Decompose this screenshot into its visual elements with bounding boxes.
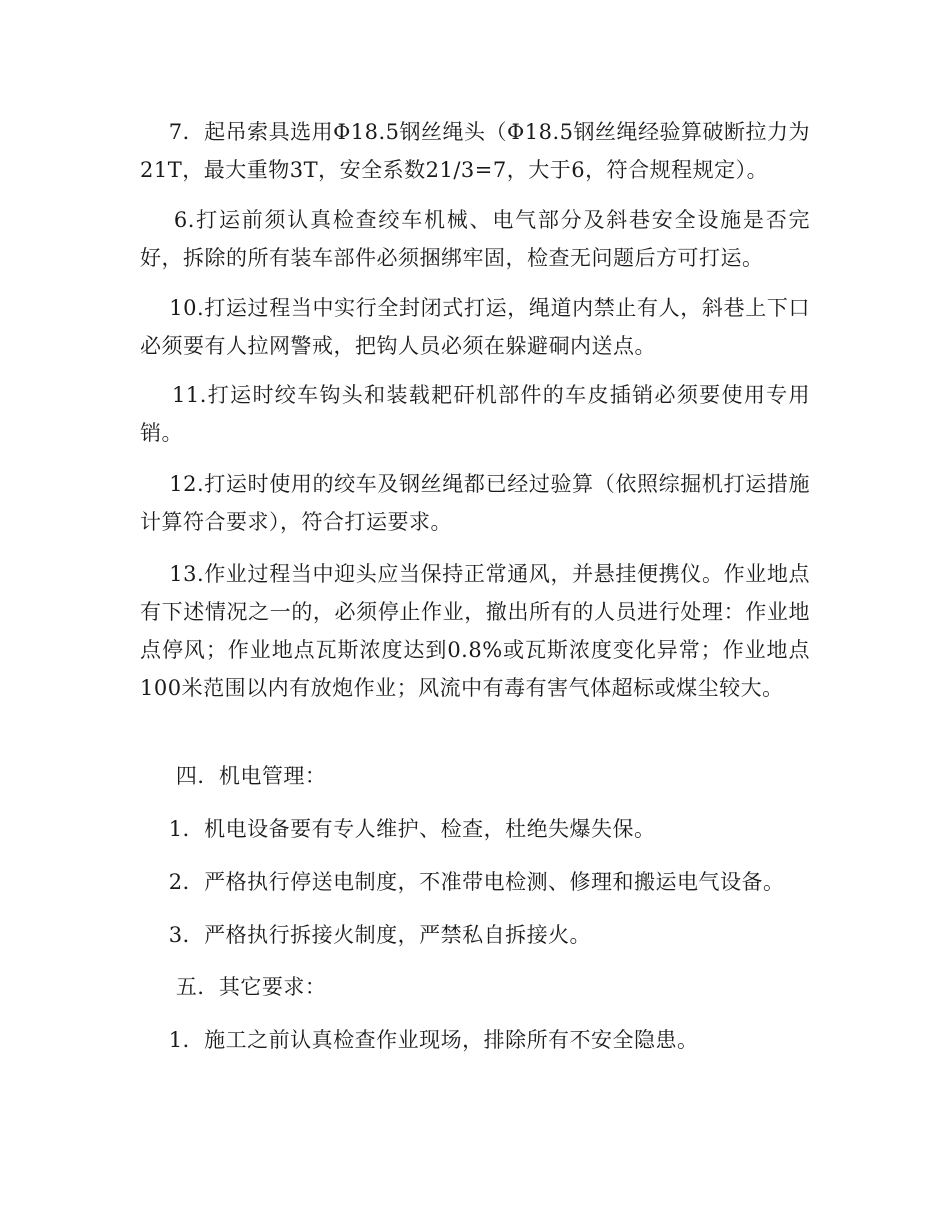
list-item: 1．机电设备要有专人维护、检查，杜绝失爆失保。 [140, 817, 656, 841]
paragraph-item-12: 12.打运时使用的绞车及钢丝绳都已经过验算（依照综掘机打运措施计算符合要求），符合打运要求。 [140, 472, 810, 534]
list-item: 1．施工之前认真检查作业现场，排除所有不安全隐患。 [140, 1028, 699, 1052]
list-item: 3．严格执行拆接火制度，严禁私自拆接火。 [140, 923, 592, 947]
section-heading-other-requirements: 五．其它要求： [140, 975, 327, 999]
paragraph-item-11: 11.打运时绞车钩头和装载耙矸机部件的车皮插销必须要使用专用销。 [140, 383, 810, 445]
list-item: 2．严格执行停送电制度，不准带电检测、修理和搬运电气设备。 [140, 870, 785, 894]
paragraph-item-6: 6.打运前须认真检查绞车机械、电气部分及斜巷安全设施是否完好，拆除的所有装车部件必须捆绑牢固，检查无问题后方可打运。 [140, 208, 810, 270]
section-heading-electromechanical: 四．机电管理： [140, 764, 327, 788]
paragraph-item-7: 7．起吊索具选用Φ18.5钢丝绳头（Φ18.5钢丝绳经验算破断拉力为21T，最大重物3T，安全系数21/3=7，大于6，符合规程规定）。 [140, 120, 811, 182]
paragraph-item-10: 10.打运过程当中实行全封闭式打运，绳道内禁止有人，斜巷上下口必须要有人拉网警戒，把钩人员必须在躲避硐内送点。 [140, 296, 810, 358]
paragraph-item-13: 13.作业过程当中迎头应当保持正常通风，并悬挂便携仪。作业地点有下述情况之一的，必须停止作业，撤出所有的人员进行处理：作业地点停风；作业地点瓦斯浓度达到0.8%或瓦斯浓度变化异常；作业地点100米范围以内有放炮作业；风流中有毒有害气体超标或煤尘较大。 [140, 562, 810, 700]
